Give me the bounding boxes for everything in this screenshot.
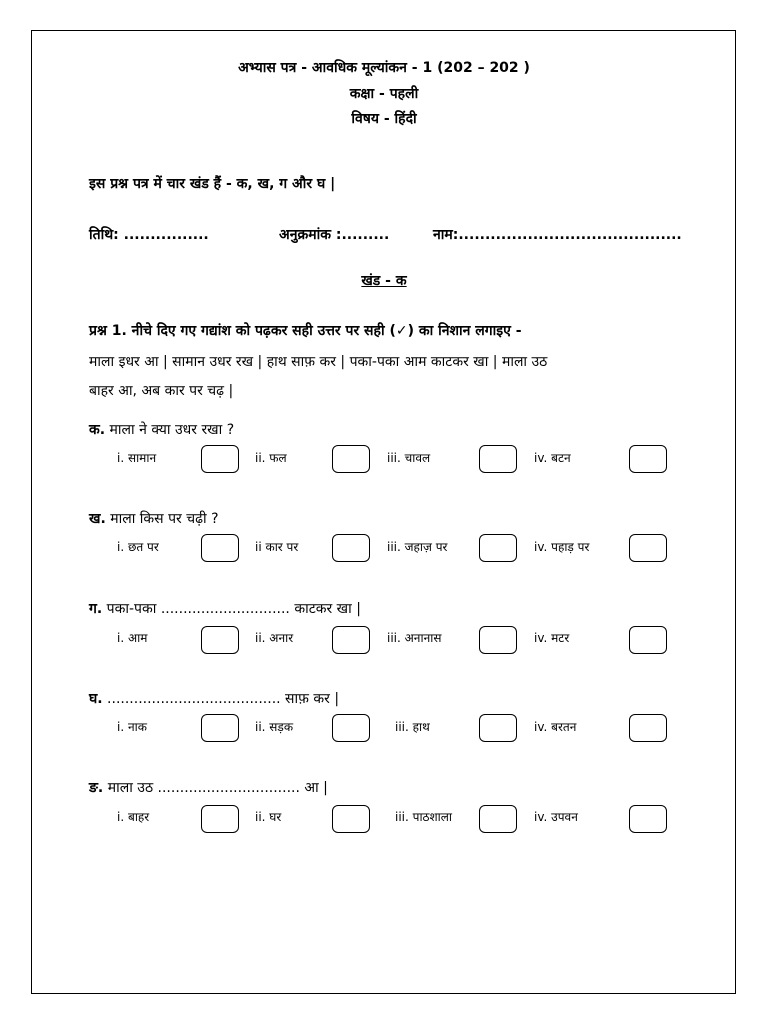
- option-label: iii. चावल: [387, 451, 431, 465]
- item-prompt: ङ. माला उठ ................................ आ |: [89, 780, 328, 796]
- item-prompt: घ. ....................................... साफ़ कर |: [89, 691, 340, 707]
- name-field[interactable]: नाम:..........................................: [433, 227, 682, 243]
- option-label: iii. पाठशाला: [395, 810, 453, 824]
- question-heading: प्रश्न 1. नीचे दिए गए गद्यांश को पढ़कर सही उत्तर पर सही (✓) का निशान लगाइए -: [89, 323, 522, 339]
- option-label: iv. मटर: [534, 631, 570, 645]
- answer-checkbox[interactable]: [201, 714, 239, 742]
- option-label: i. छत पर: [117, 540, 159, 554]
- passage-line-1: माला इधर आ | सामान उधर रख | हाथ साफ़ कर | पका-पका आम काटकर खा | माला उठ: [89, 354, 548, 370]
- option-label: i. आम: [117, 631, 148, 645]
- option-label: iii. अनानास: [387, 631, 442, 645]
- option-label: iii. हाथ: [395, 720, 430, 734]
- subject-line: विषय - हिंदी: [351, 111, 417, 127]
- option-label: iv. बटन: [534, 451, 571, 465]
- option-label: ii. अनार: [255, 631, 294, 645]
- answer-checkbox[interactable]: [332, 626, 370, 654]
- item-prompt: ग. पका-पका ............................. काटकर खा |: [89, 601, 361, 617]
- answer-checkbox[interactable]: [479, 805, 517, 833]
- section-title: खंड - क: [361, 273, 407, 289]
- answer-checkbox[interactable]: [629, 805, 667, 833]
- option-label: i. नाक: [117, 720, 147, 734]
- answer-checkbox[interactable]: [479, 534, 517, 562]
- roll-number-field[interactable]: अनुक्रमांक :.........: [279, 227, 390, 243]
- option-label: i. बाहर: [117, 810, 150, 824]
- answer-checkbox[interactable]: [629, 626, 667, 654]
- answer-checkbox[interactable]: [332, 445, 370, 473]
- answer-checkbox[interactable]: [332, 714, 370, 742]
- option-label: i. सामान: [117, 451, 157, 465]
- answer-checkbox[interactable]: [201, 534, 239, 562]
- option-label: iv. उपवन: [534, 810, 578, 824]
- answer-checkbox[interactable]: [332, 534, 370, 562]
- option-label: iv. बरतन: [534, 720, 577, 734]
- option-label: ii कार पर: [255, 540, 299, 554]
- answer-checkbox[interactable]: [479, 626, 517, 654]
- option-label: iii. जहाज़ पर: [387, 540, 448, 554]
- answer-checkbox[interactable]: [629, 445, 667, 473]
- answer-checkbox[interactable]: [479, 445, 517, 473]
- item-prompt: ख. माला किस पर चढ़ी ?: [89, 511, 219, 527]
- intro-text: इस प्रश्न पत्र में चार खंड हैं - क, ख, ग और घ |: [89, 176, 336, 192]
- option-label: ii. घर: [255, 810, 282, 824]
- passage-line-2: बाहर आ, अब कार पर चढ़ |: [89, 383, 234, 399]
- answer-checkbox[interactable]: [629, 714, 667, 742]
- date-field[interactable]: तिथि: ................: [89, 227, 209, 243]
- answer-checkbox[interactable]: [629, 534, 667, 562]
- worksheet-title: अभ्यास पत्र - आवधिक मूल्यांकन - 1 (202 – 202 ): [238, 60, 530, 76]
- answer-checkbox[interactable]: [201, 445, 239, 473]
- class-line: कक्षा - पहली: [349, 86, 419, 102]
- answer-checkbox[interactable]: [201, 805, 239, 833]
- item-prompt: क. माला ने क्या उधर रखा ?: [89, 422, 235, 438]
- answer-checkbox[interactable]: [479, 714, 517, 742]
- answer-checkbox[interactable]: [332, 805, 370, 833]
- option-label: ii. सड़क: [255, 720, 294, 734]
- answer-checkbox[interactable]: [201, 626, 239, 654]
- option-label: iv. पहाड़ पर: [534, 540, 590, 554]
- option-label: ii. फल: [255, 451, 287, 465]
